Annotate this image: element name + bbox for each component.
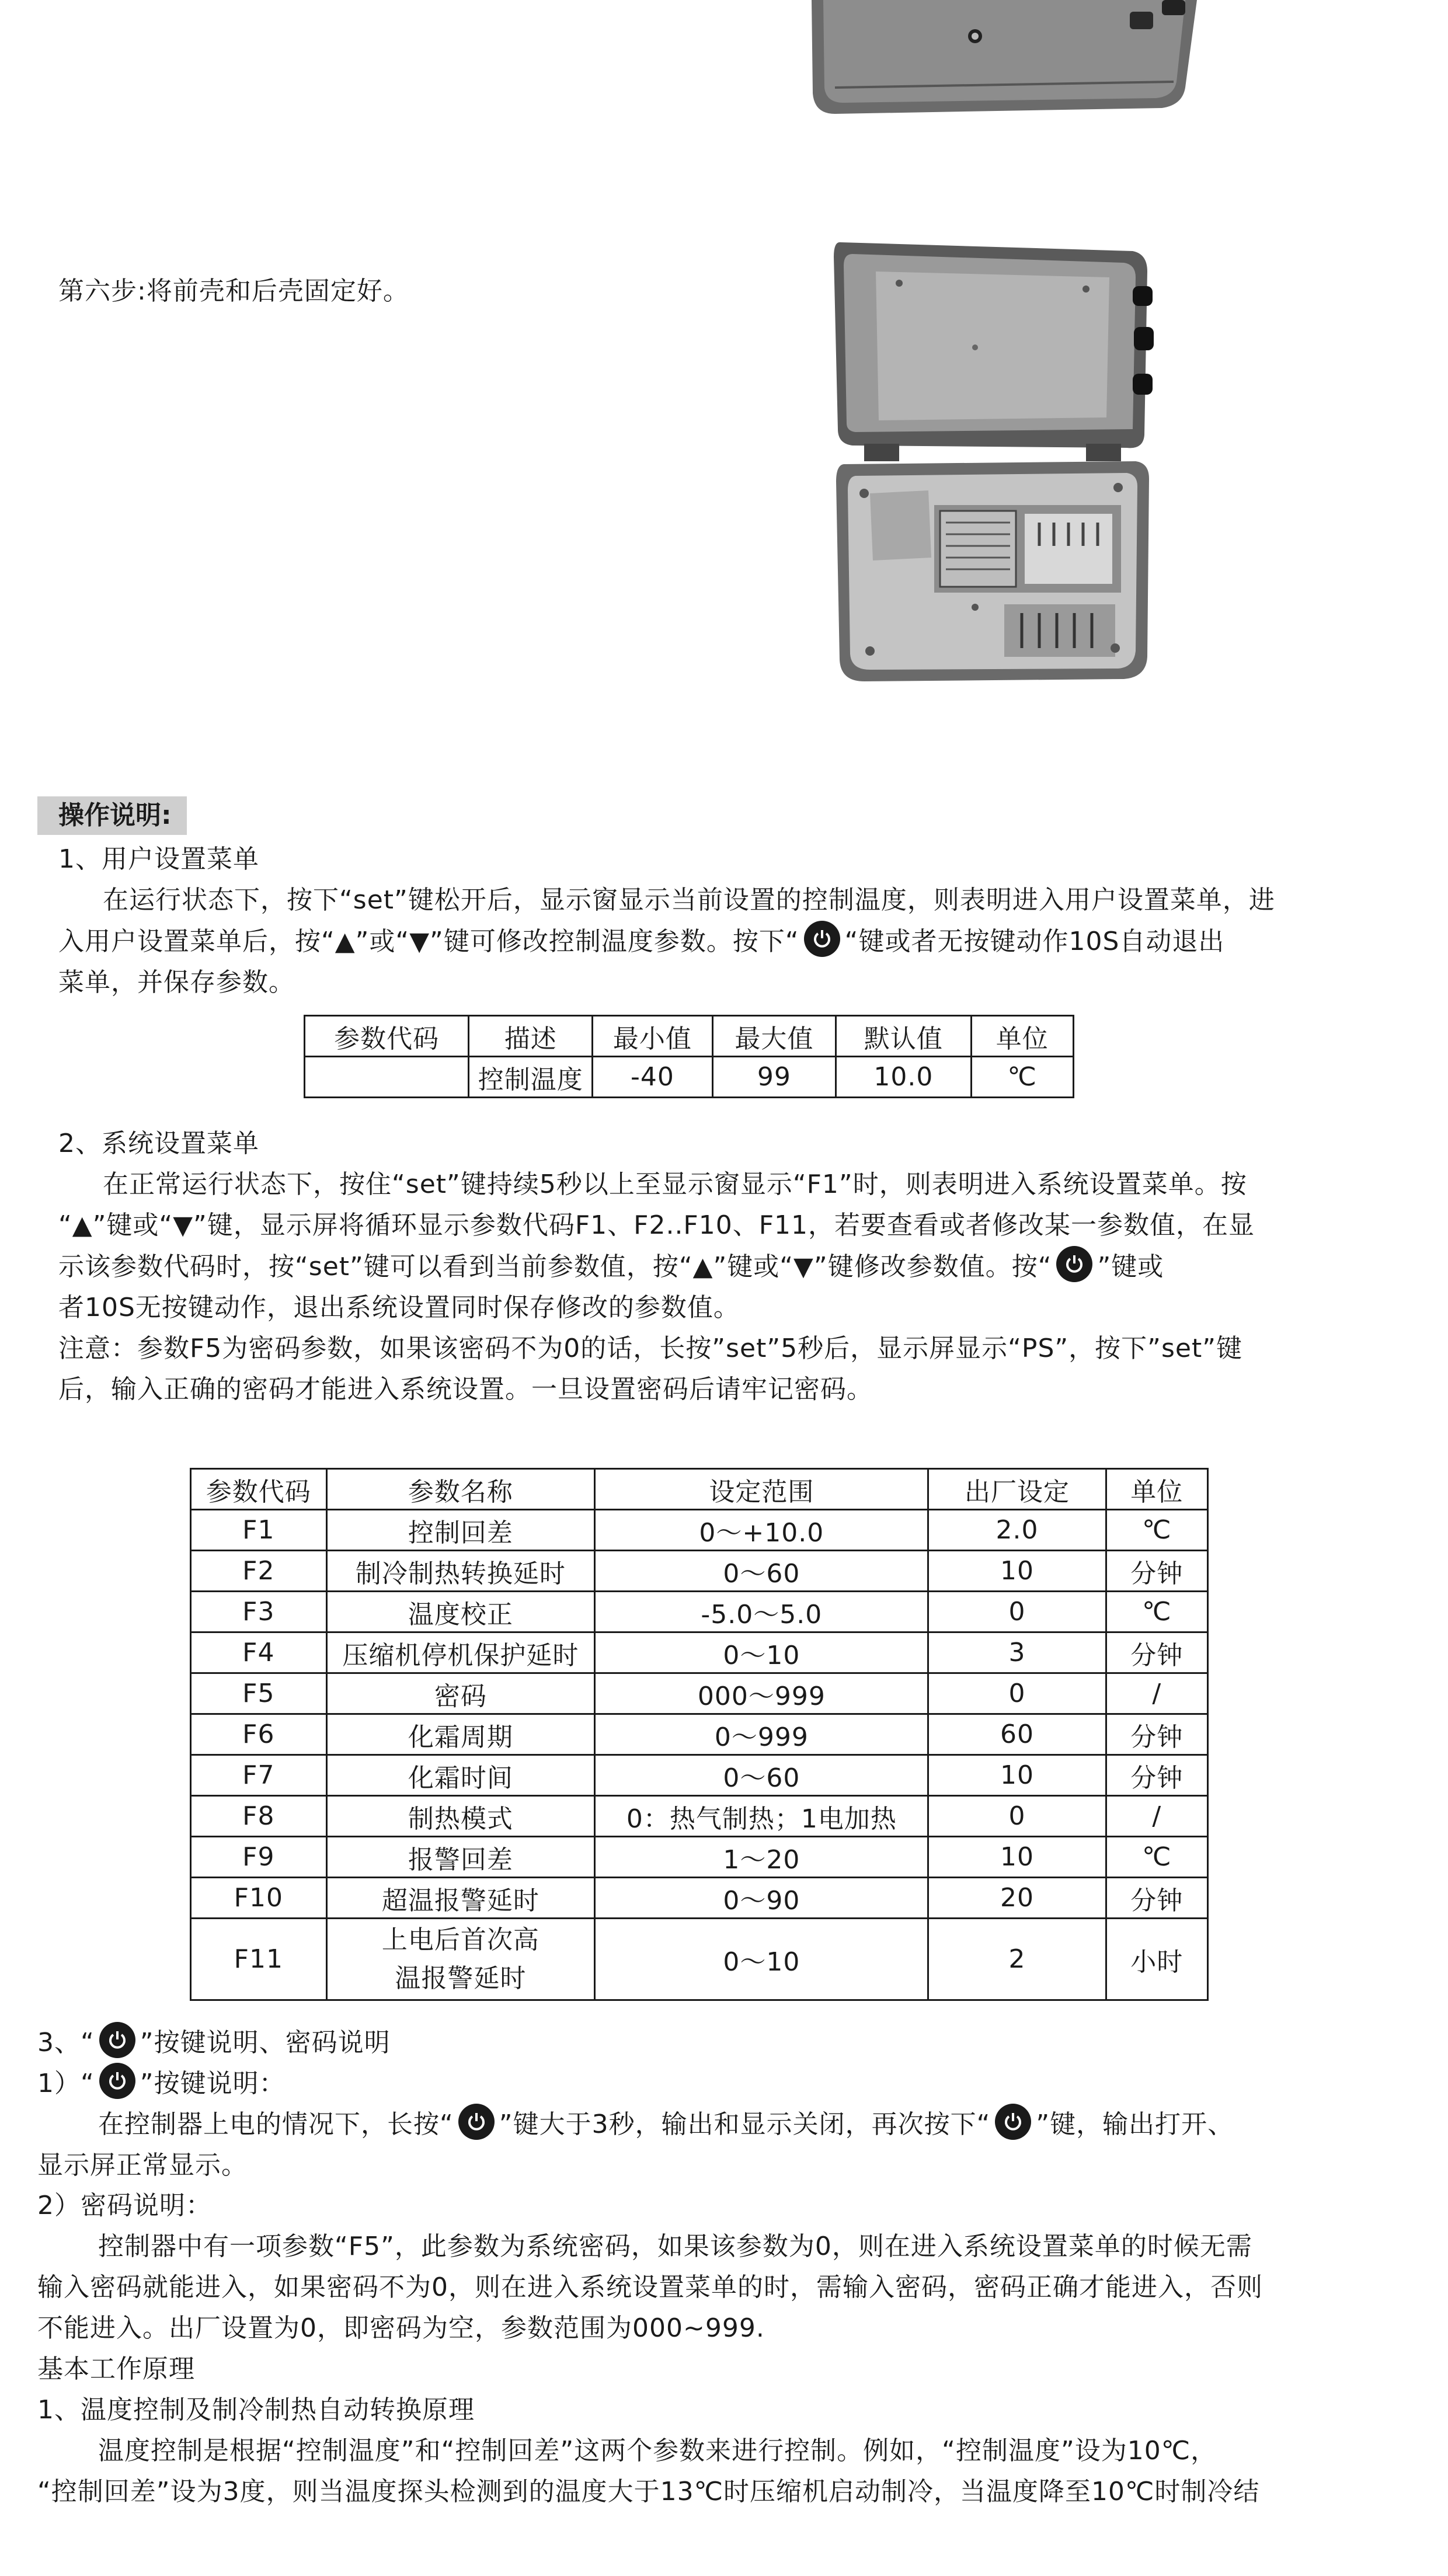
table-cell: 温度校正 [326,1592,595,1632]
table-cell: F3 [191,1592,327,1632]
system-menu-heading: 2、系统设置菜单 [58,1129,259,1158]
text-line [58,880,1275,921]
text-line [58,1164,1255,1205]
user-menu-table [304,1015,1074,1098]
header-cell: 出厂设定 [928,1469,1106,1510]
table-cell: 0～10 [595,1919,928,2000]
table-row [191,1510,1208,1551]
power-key-subheading [37,2063,286,2104]
table-row [191,1551,1208,1592]
table-header-row [305,1016,1074,1057]
table-row [191,1755,1208,1796]
table-row [191,1592,1208,1632]
header-cell: 参数代码 [305,1016,469,1057]
text-line [58,1246,1255,1287]
table-row [191,1714,1208,1755]
table-cell: 控制温度 [469,1057,593,1098]
table-cell: / [1106,1673,1207,1714]
table-cell: ℃ [1106,1837,1207,1878]
header-cell: 最大值 [712,1016,836,1057]
section-title: 操作说明: [37,796,187,835]
table-cell: 0～+10.0 [595,1510,928,1551]
table-cell: 制冷制热转换延时 [326,1551,595,1592]
table-row [305,1057,1074,1098]
text-line [58,1287,1255,1328]
text-span: 注意：参数F5为密码参数，如果该密码不为0的话，长按”set”5秒后，显示屏显示“PS”，按下”set”键 [58,1334,1243,1363]
text-span: “▲”键或“▼”键，显示屏将循环显示参数代码F1、F2..F10、F11，若要查看或者修改某一参数值，在显 [58,1210,1255,1240]
table-cell: 0～60 [595,1551,928,1592]
table-cell: F9 [191,1837,327,1878]
header-cell: 单位 [971,1016,1073,1057]
table-cell: 超温报警延时 [326,1878,595,1919]
system-parameter-table [190,1468,1209,2001]
table-cell: ℃ [1106,1510,1207,1551]
table-cell: 小时 [1106,1919,1207,2000]
text-span: 菜单，并保存参数。 [58,967,295,997]
table-cell: F5 [191,1673,327,1714]
table-cell: 1～20 [595,1837,928,1878]
table-cell: 分钟 [1106,1878,1207,1919]
device-open-case-image [829,231,1156,686]
table-cell: 10 [928,1551,1106,1592]
table-cell: 报警回差 [326,1837,595,1878]
table-row [191,1632,1208,1673]
power-icon [804,921,840,957]
text-span: 在正常运行状态下，按住“set”键持续5秒以上至显示窗显示“F1”时，则表明进入系统设置菜单。按 [103,1169,1247,1199]
table-cell: -40 [593,1057,713,1098]
table-cell: 0～999 [595,1714,928,1755]
table-row [191,1673,1208,1714]
table-cell: 60 [928,1714,1106,1755]
table-cell: 2 [928,1919,1106,2000]
principle-subheading: 1、温度控制及制冷制热自动转换原理 [37,2395,475,2425]
table-cell: 0 [928,1592,1106,1632]
power-icon [458,2104,495,2140]
table-cell: 0 [928,1673,1106,1714]
user-menu-heading: 1、用户设置菜单 [58,844,259,874]
text-span: ”键大于3秒，输出和显示关闭，再次按下“ [499,2109,991,2139]
table-header-row [191,1469,1208,1510]
text-span: ”键或 [1097,1252,1164,1282]
text-span: 显示屏正常显示。 [37,2150,248,2180]
table-cell: 0 [928,1796,1106,1837]
text-span: 后，输入正确的密码才能进入系统设置。一旦设置密码后请牢记密码。 [58,1374,873,1404]
table-cell: 0：热气制热；1电加热 [595,1796,928,1837]
header-cell: 最小值 [593,1016,713,1057]
table-cell: 2.0 [928,1510,1106,1551]
text-line [37,2104,1234,2145]
table-cell: ℃ [1106,1592,1207,1632]
table-cell: F10 [191,1878,327,1919]
table-cell: 0～60 [595,1755,928,1796]
text-line: 输入密码就能进入，如果密码不为0，则在进入系统设置菜单的时，需输入密码，密码正确才能进入，否则 [37,2272,1263,2302]
table-cell: 分钟 [1106,1755,1207,1796]
text-span: 在运行状态下，按下“set”键松开后，显示窗显示当前设置的控制温度，则表明进入用户设置菜单，进 [103,885,1275,915]
table-cell: 20 [928,1878,1106,1919]
password-subheading: 2）密码说明： [37,2191,212,2220]
table-cell: -5.0～5.0 [595,1592,928,1632]
text-line: 控制器中有一项参数“F5”，此参数为系统密码，如果该参数为0，则在进入系统设置菜单的时候无需 [98,2232,1252,2261]
table-cell: 000～999 [595,1673,928,1714]
power-key-paragraph [37,2104,1234,2186]
text-span: 在控制器上电的情况下，长按“ [98,2109,454,2139]
table-cell [305,1057,469,1098]
text-line [58,1205,1255,1246]
text-line [37,2145,1234,2186]
table-row [191,1919,1208,2000]
table-cell: 化霜周期 [326,1714,595,1755]
device-bottom-image [800,0,1209,123]
table-cell: 密码 [326,1673,595,1714]
table-cell: / [1106,1796,1207,1837]
text-span: 示该参数代码时，按“set”键可以看到当前参数值，按“▲”键或“▼”键修改参数值。按“ [58,1252,1052,1282]
header-cell: 设定范围 [595,1469,928,1510]
text-span: 者10S无按键动作，退出系统设置同时保存修改的参数值。 [58,1293,740,1322]
table-cell: 压缩机停机保护延时 [326,1632,595,1673]
text-span: 入用户设置菜单后，按“▲”或“▼”键可修改控制温度参数。按下“ [58,927,799,956]
text-span: 1）“ [37,2069,95,2098]
table-row [191,1878,1208,1919]
header-cell: 参数代码 [191,1469,327,1510]
step6-text: 第六步:将前壳和后壳固定好。 [58,276,409,306]
principle-paragraph [37,2431,1259,2512]
table-cell: 3 [928,1632,1106,1673]
table-cell: F8 [191,1796,327,1837]
table-cell: F4 [191,1632,327,1673]
text-span: “键或者无按键动作10S自动退出 [844,927,1225,956]
table-cell: F1 [191,1510,327,1551]
table-cell: 0～10 [595,1632,928,1673]
table-row [191,1837,1208,1878]
table-cell: 上电后首次高 温报警延时 [326,1919,595,2000]
text-span: ”按键说明、密码说明 [140,2028,391,2058]
table-cell: ℃ [971,1057,1073,1098]
table-cell: 10 [928,1837,1106,1878]
system-menu-paragraph [58,1164,1255,1410]
table-cell: F2 [191,1551,327,1592]
table-cell: F7 [191,1755,327,1796]
text-span: ”按键说明： [140,2069,286,2098]
text-span: 3、“ [37,2028,95,2058]
power-icon [99,2022,135,2058]
header-cell: 默认值 [836,1016,971,1057]
power-icon [995,2104,1031,2140]
header-cell: 单位 [1106,1469,1207,1510]
text-line [58,1369,1255,1410]
header-cell: 参数名称 [326,1469,595,1510]
principle-heading: 基本工作原理 [37,2354,195,2384]
text-span: ”键，输出打开、 [1036,2109,1234,2139]
table-cell: F11 [191,1919,327,2000]
user-menu-paragraph [58,880,1275,1003]
table-cell: 10.0 [836,1057,971,1098]
text-line [58,1328,1255,1369]
table-cell: 10 [928,1755,1106,1796]
table-cell: 分钟 [1106,1714,1207,1755]
text-line [58,962,1275,1003]
power-section-heading [37,2022,391,2063]
table-cell: 制热模式 [326,1796,595,1837]
power-icon [99,2063,135,2099]
header-cell: 描述 [469,1016,593,1057]
text-line: “控制回差”设为3度，则当温度探头检测到的温度大于13℃时压缩机启动制冷，当温度降至10℃时制冷结 [37,2477,1260,2507]
password-paragraph [37,2226,1263,2349]
table-cell: 分钟 [1106,1632,1207,1673]
text-line: 不能进入。出厂设置为0，即密码为空，参数范围为000~999. [37,2313,765,2343]
table-cell: F6 [191,1714,327,1755]
table-cell: 0～90 [595,1878,928,1919]
text-line [58,921,1275,962]
text-line: 温度控制是根据“控制温度”和“控制回差”这两个参数来进行控制。例如，“控制温度”设为10℃， [98,2436,1217,2466]
table-cell: 控制回差 [326,1510,595,1551]
power-icon [1056,1246,1092,1282]
table-cell: 分钟 [1106,1551,1207,1592]
table-cell: 99 [712,1057,836,1098]
table-row [191,1796,1208,1837]
table-cell: 化霜时间 [326,1755,595,1796]
